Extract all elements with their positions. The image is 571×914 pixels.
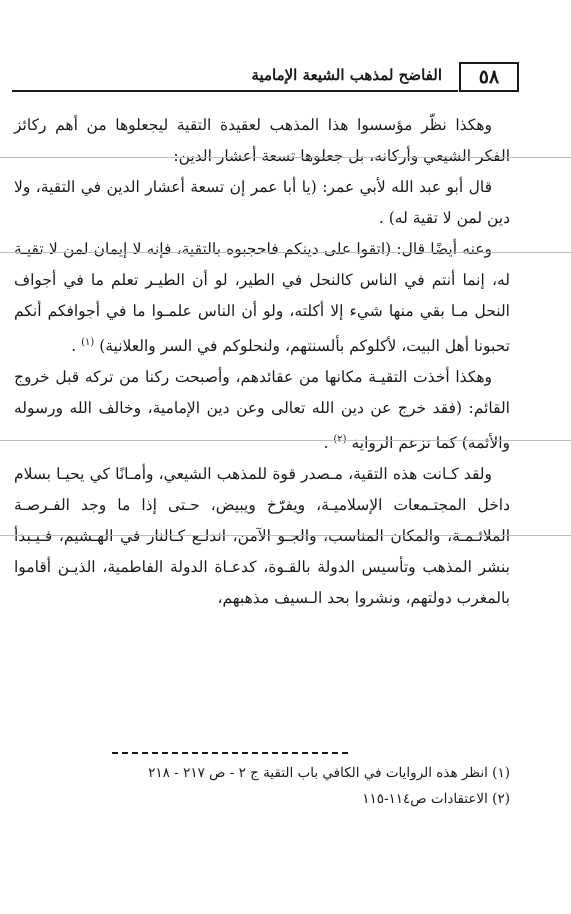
paragraph-4: وهكذا أخذت التقيـة مكانها من عقائدهم، وأصبحت ركنا من تركه قبل خروج القائم: (فقد خرج عن دين الله تعالى وعن دين الإمامية، وخالف الله ورسوله والأئمة) كما تزعم الرواية $^{(٢)}$ . — [14, 368, 510, 453]
paragraph-divider — [0, 157, 571, 158]
footnote-1: (١) انظر هذه الروايات في الكافي باب التقية ج ٢ - ص ٢١٧ - ٢١٨ — [148, 765, 510, 781]
page-number-box — [459, 62, 519, 92]
paragraph-divider — [0, 252, 571, 253]
paragraph-3-text: وعنه أيضًا قال: (اتقوا على دينكم فاحجبوه بالتقية، فإنه لا إيمان لمن لا تقيـة له، إنما أنتم في الناس كالنحل في الطير، لو أن الطيـر تعلم ما في أجواف النحل مـا بقي منها شيء إلا أكلته، ولو أن الناس علمـوا ما في أجوافكم أنكم تحبونا أهل البيت، لأكلوكم بألسنتهم، ولنحلوكم في السر والعلانية) — [14, 240, 510, 356]
page-body — [14, 110, 510, 614]
footnote-ref-2: (٢) — [333, 434, 347, 446]
page-header — [12, 62, 520, 96]
footnote-separator — [112, 752, 348, 754]
footnote-ref-1: (١) — [81, 337, 95, 348]
footnote-2: (٢) الاعتقادات ص١١٤-١١٥ — [362, 791, 510, 807]
paragraph-divider — [0, 535, 571, 536]
paragraph-1: وهكذا نظّر مؤسسوا هذا المذهب لعقيدة التقية ليجعلوها من أهم ركائز الفكر الشيعي وأركانه، بل جعلوها تسعة أعشار الدين: — [14, 116, 510, 165]
header-rule — [12, 90, 458, 92]
paragraph-2: قال أبو عبد الله لأبي عمر: (يا أبا عمر إن تسعة أعشار الدين في التقية، ولا دين لمن لا تقية له) . — [14, 178, 510, 227]
footnotes — [14, 760, 510, 812]
paragraph-3: وعنه أيضًا قال: (اتقوا على دينكم فاحجبوه بالتقية، فإنه لا إيمان لمن لا تقيـة له، إنما أنتم في الناس كالنحل في الطير، لو أن الطيـر تعلم ما في أجواف النحل مـا بقي منها شيء إلا أكلته، ولو أن الناس علمـوا ما في أجوافكم أنكم تحبونا أهل البيت، لأكلوكم بألسنتهم، ولنحلوكم في السر والعلانية) $^{(١)}$ . — [14, 240, 510, 356]
paragraph-divider — [0, 440, 571, 441]
page-number: ٥٨ — [478, 66, 500, 88]
paragraph-5: ولقد كـانت هذه التقية، مـصدر قوة للمذهب الشيعي، وأمـانًا كي يحيـا بسلام داخل المجتـمعات الإسلاميـة، ويفرّخ ويبيض، حـتى إذا ما وجد الفـرصـة الملائـمـة، والمكان المناسب، والجـو الآمن، اندلـع كـالنار في الهـشيم، فـيـبدأ بنشر المذهب وتأسيس الدولة بالقـوة، كدعـاة الدولة الفاطمية، الذيـن أقاموا بالمغرب دولتهم، ونشروا بحد الـسيف مذهبهم، — [14, 465, 510, 608]
paragraph-4-text: وهكذا أخذت التقيـة مكانها من عقائدهم، وأصبحت ركنا من تركه قبل خروج القائم: (فقد خرج عن دين الله تعالى وعن دين الإمامية، وخالف الله ورسوله والأئمة) كما تزعم الرواية — [14, 368, 510, 453]
running-title: الفاضح لمذهب الشيعة الإمامية — [251, 66, 442, 84]
